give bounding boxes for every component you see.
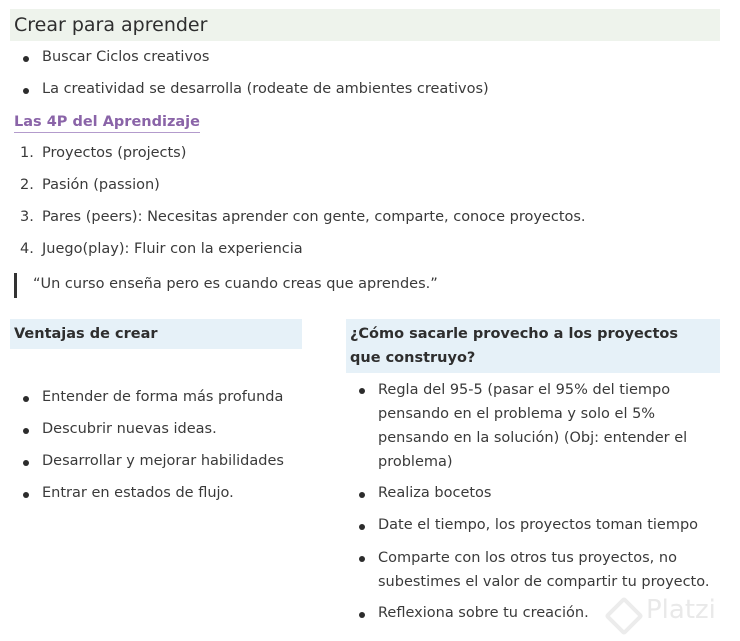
list-number: 1. xyxy=(20,145,34,161)
bullet-icon xyxy=(23,88,29,94)
section-heading-4p: Las 4P del Aprendizaje xyxy=(14,114,200,133)
bullet-icon xyxy=(359,388,365,394)
list-item-text: Date el tiempo, los proyectos toman tiempo xyxy=(378,517,699,533)
column-title-ventajas: Ventajas de crear xyxy=(10,319,302,349)
list-item-text: Pares (peers): Necesitas aprender con gente, comparte, conoce proyectos. xyxy=(42,209,586,225)
list-item-text: Desarrollar y mejorar habilidades xyxy=(42,453,284,469)
bullet-icon xyxy=(23,428,29,434)
bullet-icon xyxy=(359,612,365,618)
blockquote-bar xyxy=(14,273,17,298)
bullet-icon xyxy=(23,460,29,466)
platzi-logo-icon xyxy=(604,596,644,636)
bullet-icon xyxy=(359,524,365,530)
list-item-text: Realiza bocetos xyxy=(378,485,492,501)
list-item-text: Proyectos (projects) xyxy=(42,145,187,161)
bullet-icon xyxy=(359,492,365,498)
watermark-text: Platzi xyxy=(646,595,716,625)
bullet-icon xyxy=(23,56,29,62)
list-item-text: Buscar Ciclos creativos xyxy=(42,49,210,65)
list-item-text: Pasión (passion) xyxy=(42,177,160,193)
list-number: 3. xyxy=(20,209,34,225)
list-item-text: Juego(play): Fluir con la experiencia xyxy=(42,241,303,257)
page-title: Crear para aprender xyxy=(10,9,720,41)
list-number: 4. xyxy=(20,241,34,257)
bullet-icon xyxy=(359,556,365,562)
list-item-text: Entrar en estados de flujo. xyxy=(42,485,234,501)
list-item-text: Entender de forma más profunda xyxy=(42,389,284,405)
list-item-text: Regla del 95-5 (pasar el 95% del tiempo pensando en el problema y solo el 5% pensando en la solución) (Obj: entender el problema) xyxy=(378,382,688,470)
blockquote: “Un curso enseña pero es cuando creas que aprendes.” xyxy=(33,276,438,292)
list-item-text: Descubrir nuevas ideas. xyxy=(42,421,217,437)
bullet-icon xyxy=(23,492,29,498)
list-item-text: Comparte con los otros tus proyectos, no subestimes el valor de compartir tu proyecto. xyxy=(378,550,710,590)
platzi-watermark xyxy=(606,592,736,632)
column-title-provecho: ¿Cómo sacarle provecho a los proyectos que construyo? xyxy=(346,319,720,373)
list-item-text: La creatividad se desarrolla (rodeate de ambientes creativos) xyxy=(42,81,489,97)
list-item-text: Reflexiona sobre tu creación. xyxy=(378,605,589,621)
list-number: 2. xyxy=(20,177,34,193)
bullet-icon xyxy=(23,396,29,402)
